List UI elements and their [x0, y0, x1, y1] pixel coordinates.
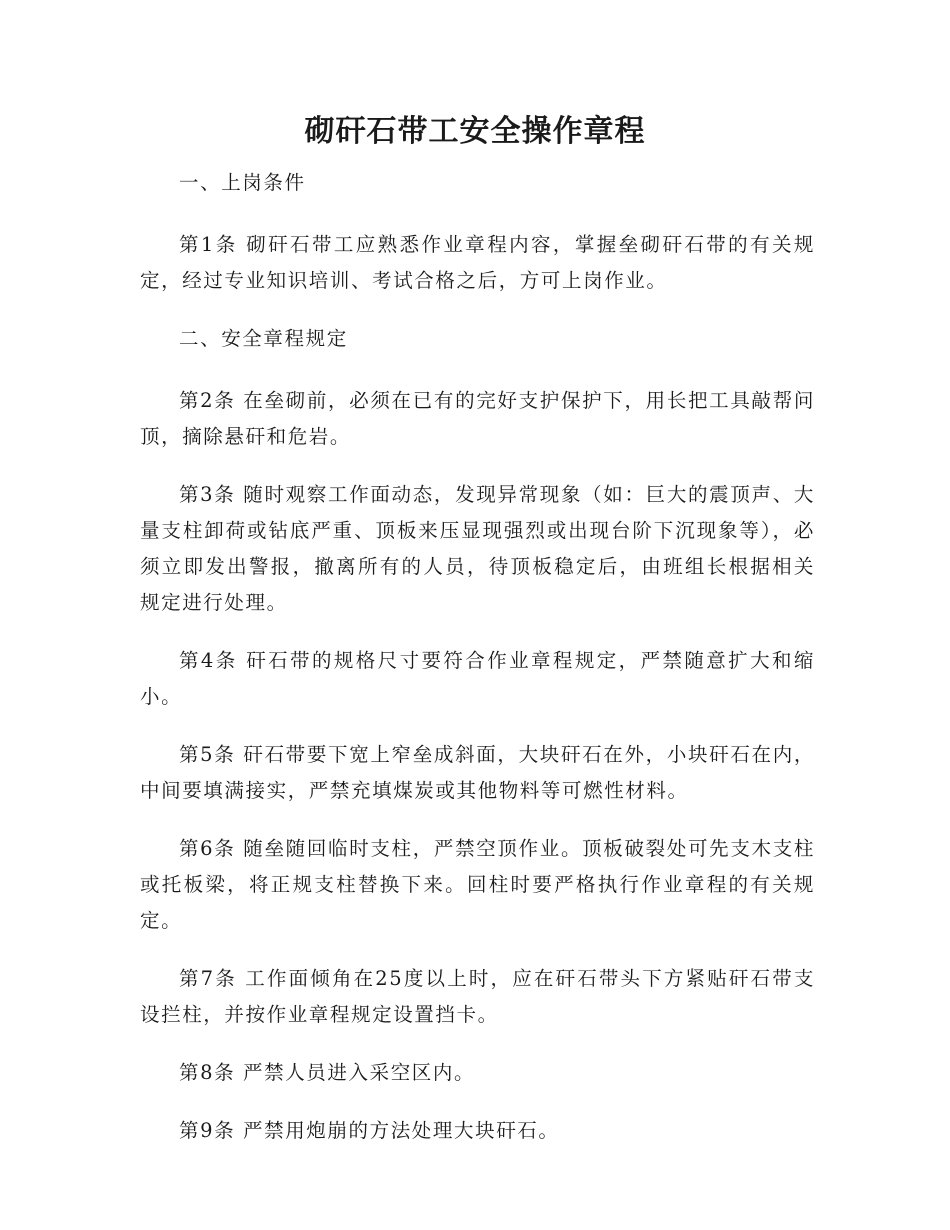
article-8: 第8条 严禁人员进入采空区内。	[179, 1061, 476, 1084]
article-1: 第1条 砌矸石带工应熟悉作业章程内容，掌握垒砌矸石带的有关规定，经过专业知识培训、考试合格之后，方可上岗作业。	[140, 233, 815, 292]
article-4: 第4条 矸石带的规格尺寸要符合作业章程规定，严禁随意扩大和缩小。	[140, 649, 815, 708]
document-title: 砌矸石带工安全操作章程	[304, 114, 646, 149]
section-heading-2: 二、安全章程规定	[179, 327, 348, 350]
article-9: 第9条 严禁用炮崩的方法处理大块矸石。	[179, 1119, 560, 1142]
section-heading-1: 一、上岗条件	[179, 171, 306, 194]
article-7: 第7条 工作面倾角在25度以上时，应在矸石带头下方紧贴矸石带支设拦柱，并按作业章程规定设置挡卡。	[140, 967, 815, 1026]
article-6: 第6条 随垒随回临时支柱，严禁空顶作业。顶板破裂处可先支木支柱或托板梁，将正规支柱替换下来。回柱时要严格执行作业章程的有关规定。	[140, 837, 815, 932]
article-2: 第2条 在垒砌前，必须在已有的完好支护保护下，用长把工具敲帮问顶，摘除悬矸和危岩。	[140, 389, 815, 448]
document-body	[140, 165, 815, 1171]
article-5: 第5条 矸石带要下宽上窄垒成斜面，大块矸石在外，小块矸石在内，中间要填满接实，严禁充填煤炭或其他物料等可燃性材料。	[140, 743, 815, 802]
article-3: 第3条 随时观察工作面动态，发现异常现象（如：巨大的震顶声、大量支柱卸荷或钻底严重、顶板来压显现强烈或出现台阶下沉现象等），必须立即发出警报，撤离所有的人员，待顶板稳定后，由班组长根据相关规定进行处理。	[140, 483, 815, 614]
